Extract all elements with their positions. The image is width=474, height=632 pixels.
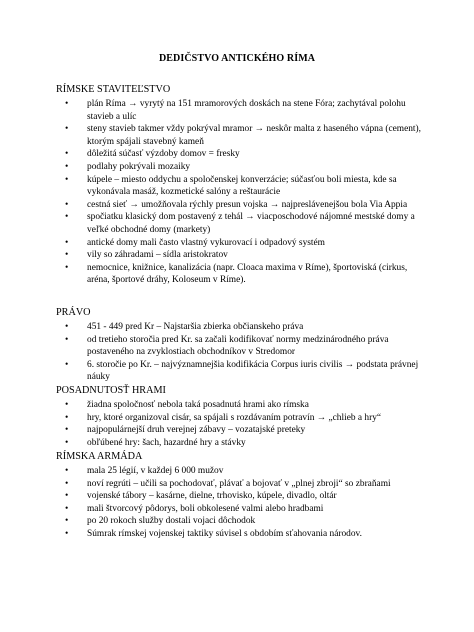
list-item: • vily so záhradami – sídla aristokratov — [65, 250, 228, 261]
list-item: • podlahy pokrývali mozaiky — [65, 161, 191, 172]
bullet-list — [56, 465, 426, 541]
bullet-list — [56, 399, 426, 449]
bullet-icon: • — [65, 161, 69, 172]
bullet-icon: • — [65, 99, 69, 109]
bullet-icon: • — [65, 478, 69, 489]
bullet-icon: • — [65, 199, 69, 210]
list-item: • 451 - 449 pred Kr – Najstaršia zbierka občianskeho práva — [65, 322, 304, 332]
section-heading: RÍMSKA ARMÁDA — [56, 451, 143, 462]
list-item: • antické domy mali často vlastný vykurovací i odpadový systém — [65, 237, 325, 248]
bullet-icon: • — [65, 466, 69, 476]
document-title: DEDIČSTVO ANTICKÉHO RÍMA — [158, 53, 316, 64]
list-item: • po 20 rokoch služby dostali vojaci dôchodok — [65, 516, 256, 527]
list-item: • obľúbené hry: šach, hazardné hry a stávky — [65, 437, 246, 448]
list-item: • steny stavieb takmer vždy pokrýval mramor → neskôr malta z haseného vápna (cement), ktorým spájali stavebný kameň — [65, 124, 421, 147]
bullet-icon: • — [65, 124, 69, 135]
bullet-icon: • — [65, 400, 69, 410]
list-item: • najpopulárnejší druh verejnej zábavy – vozatajské preteky — [65, 425, 306, 436]
list-item: • mali štvorcový pôdorys, boli obkolesené valmi alebo hradbami — [65, 503, 324, 514]
bullet-list — [56, 321, 426, 384]
bullet-icon: • — [65, 503, 69, 514]
list-item: • hry, ktoré organizoval cisár, sa spájali s rozdávaním potravín → „chlieb a hry“ — [65, 412, 382, 423]
bullet-icon: • — [65, 516, 69, 527]
list-item: • od tretieho storočia pred Kr. sa začali kodifikovať normy medzinárodného práva postaveného na zvyklostiach obchodníkov v Stredomor — [65, 334, 389, 358]
list-item: • žiadna spoločnosť nebola taká posadnutá hrami ako rímska — [65, 400, 309, 410]
list-item: • mala 25 légií, v každej 6 000 mužov — [65, 466, 224, 476]
list-item: • dôležitá súčasť výzdoby domov = fresky — [65, 149, 240, 160]
bullet-icon: • — [65, 359, 69, 370]
list-item: • 6. storočie po Kr. – najvýznamnejšia kodifikácia Corpus iuris civilis → podstata právnej náuky — [65, 359, 419, 383]
bullet-icon: • — [65, 491, 69, 502]
list-item: • kúpele – miesto oddychu a spoločenskej konverzácie; súčasťou boli miesta, kde sa vykonávala masáž, kozmetické salóny a reštaurácie — [65, 174, 397, 198]
section-law — [56, 306, 426, 384]
section-heading: PRÁVO — [56, 307, 91, 318]
list-item: • vojenské tábory – kasárne, dielne, trhovisko, kúpele, divadlo, oltár — [65, 491, 337, 502]
bullet-icon: • — [65, 262, 69, 273]
bullet-icon: • — [65, 528, 69, 539]
list-item: • cestná sieť → umožňovala rýchly presun vojska → najpreslávenejšou bola Via Appia — [65, 199, 408, 210]
bullet-icon: • — [65, 322, 69, 332]
section-army — [56, 450, 426, 541]
bullet-icon: • — [65, 437, 69, 448]
bullet-icon: • — [65, 334, 69, 345]
bullet-icon: • — [65, 149, 69, 160]
list-item: • Súmrak rímskej vojenskej taktiky súvisel s obdobím sťahovania národov. — [65, 528, 362, 539]
list-item: • nemocnice, knižnice, kanalizácia (napr. Cloaca maxima v Ríme), športoviská (cirkus, aréna, športové dráhy, Koloseum v Ríme). — [65, 262, 408, 286]
bullet-icon: • — [65, 174, 69, 185]
list-item: • noví regrúti – učili sa pochodovať, plávať a bojovať v „plnej zbroji“ so zbraňami — [65, 478, 391, 489]
bullet-icon: • — [65, 212, 69, 223]
section-heading: POSADNUTOSŤ HRAMI — [56, 385, 166, 396]
list-item: • plán Ríma → vyrytý na 151 mramorových doskách na stene Fóra; zachytával polohu stavieb a ulíc — [65, 99, 406, 122]
bullet-icon: • — [65, 237, 69, 248]
bullet-list — [56, 98, 426, 287]
bullet-icon: • — [65, 250, 69, 261]
bullet-icon: • — [65, 425, 69, 436]
section-architecture — [56, 83, 426, 287]
section-heading: RÍMSKE STAVITEĽSTVO — [56, 84, 171, 95]
section-games — [56, 384, 426, 449]
list-item: • spočiatku klasický dom postavený z tehál → viacposchodové nájomné mestské domy a veľké obchodné domy (markety) — [65, 212, 415, 235]
bullet-icon: • — [65, 412, 69, 423]
